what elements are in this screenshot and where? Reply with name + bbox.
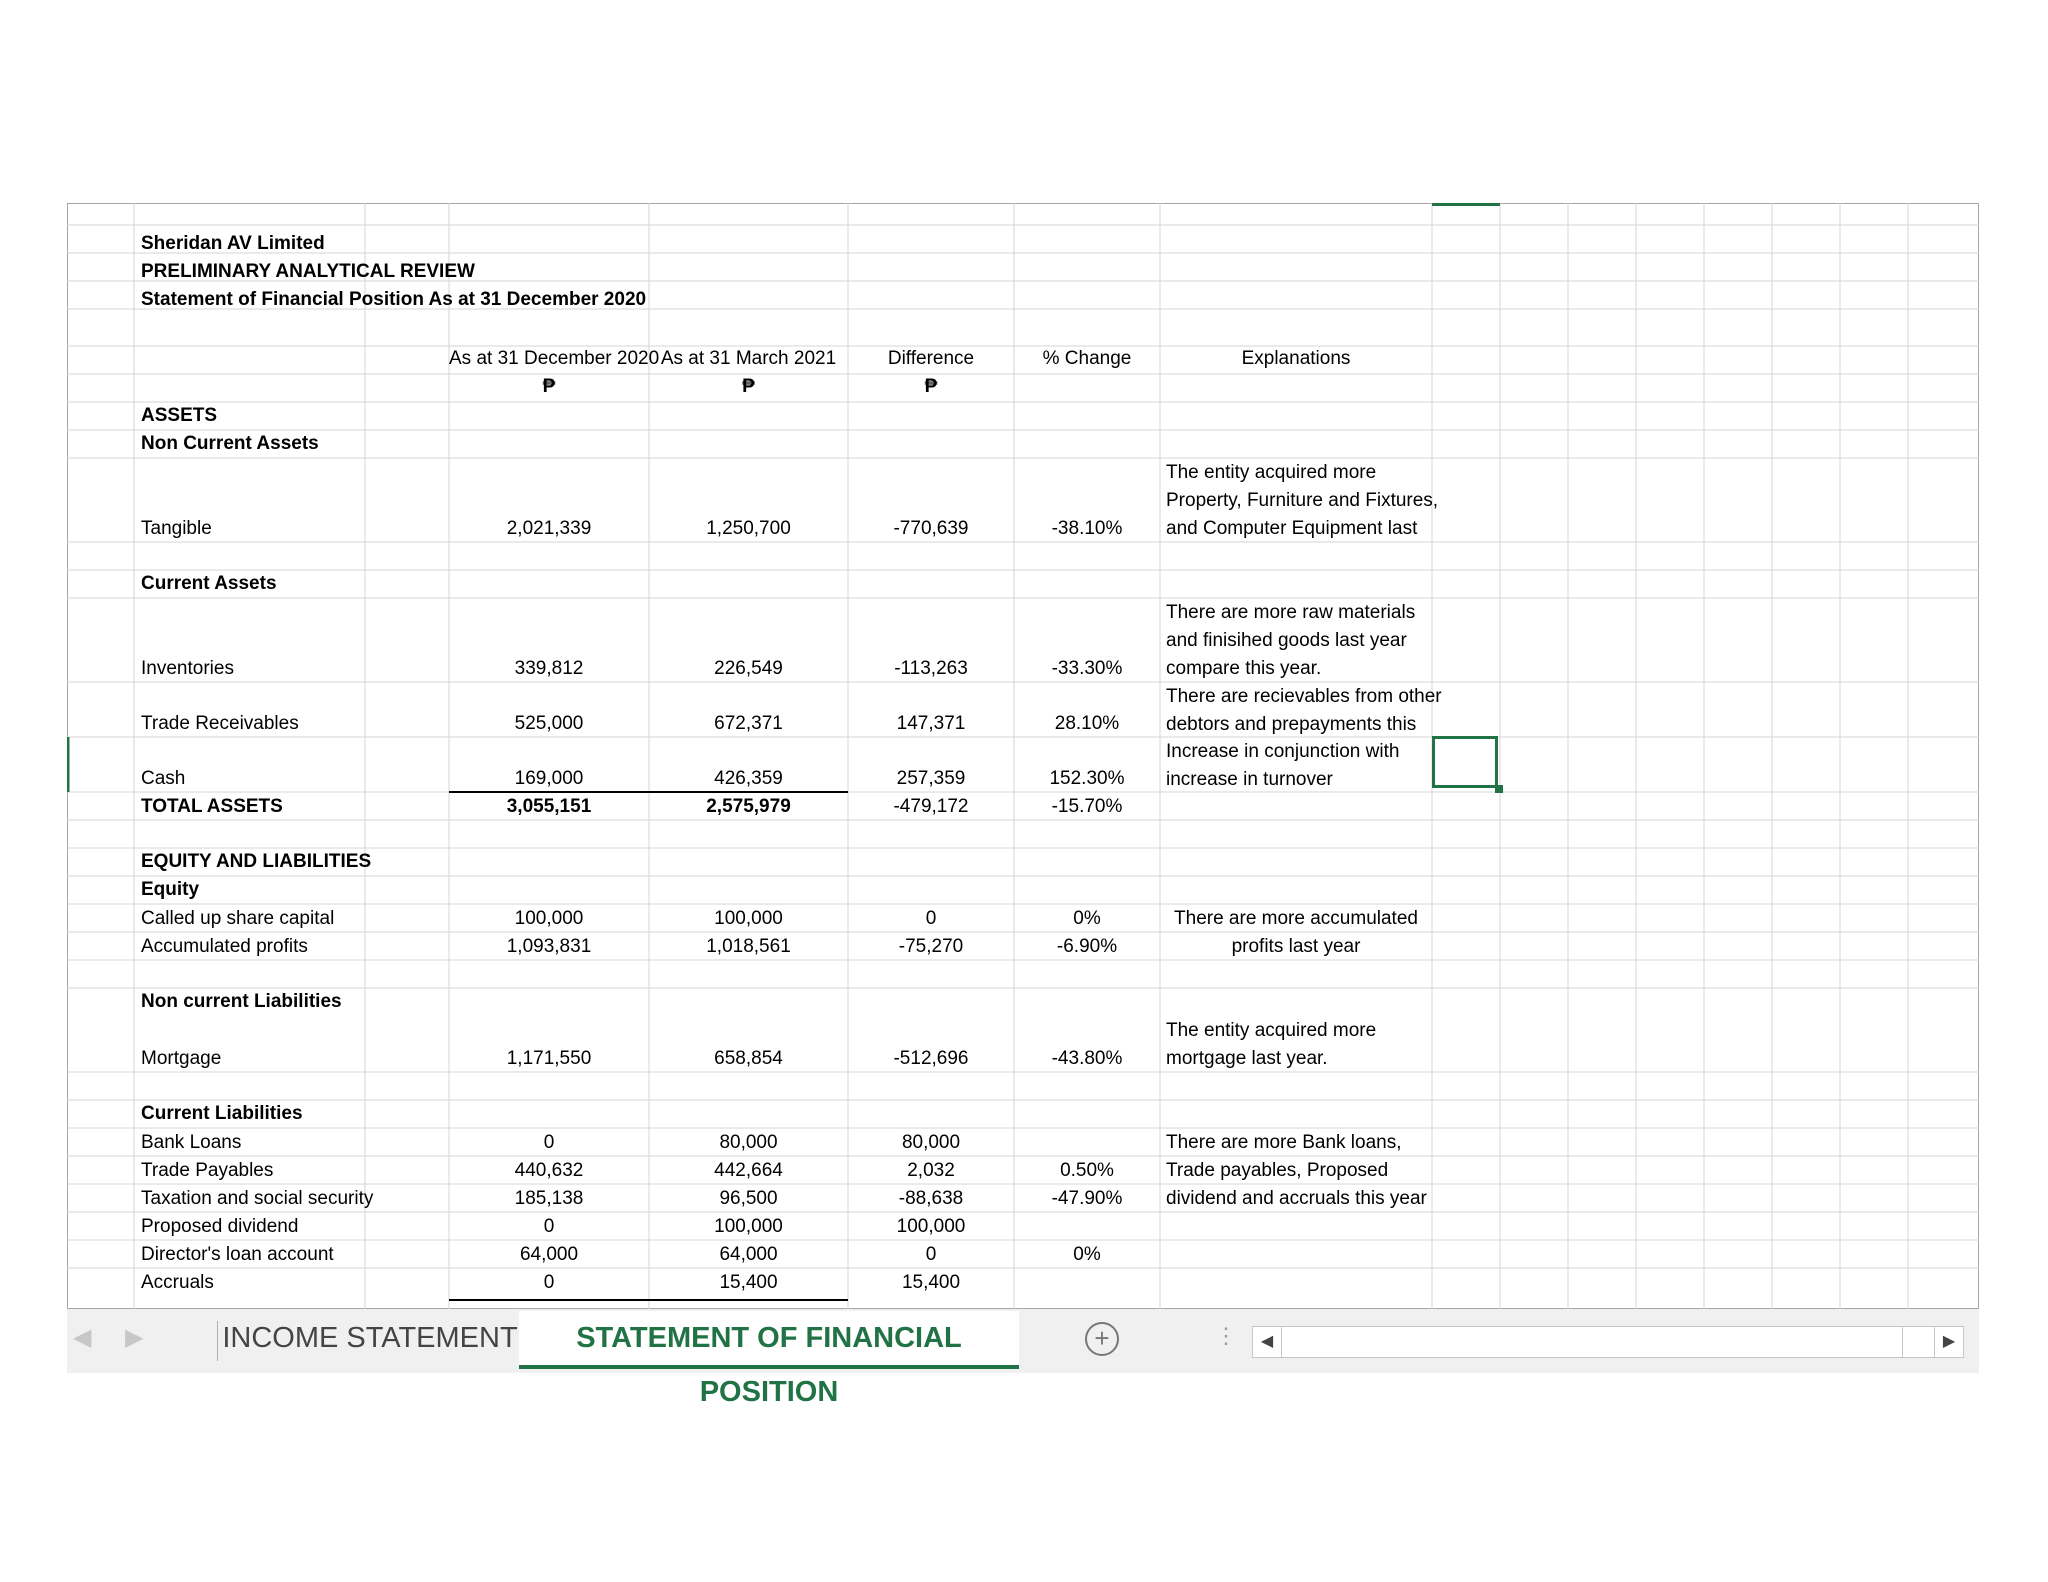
- row-label[interactable]: Trade Receivables: [141, 713, 299, 734]
- explanation-cash[interactable]: Increase in conjunction with increase in turnover: [1166, 741, 1400, 790]
- explanation-mortgage[interactable]: The entity acquired more mortgage last year.: [1166, 1020, 1377, 1069]
- row-label[interactable]: Taxation and social security: [141, 1188, 374, 1209]
- spreadsheet-grid[interactable]: [67, 203, 1979, 1309]
- cell-dec2020[interactable]: 1,171,550: [506, 1048, 592, 1069]
- cell-difference[interactable]: -512,696: [893, 1048, 969, 1069]
- col-header-dec2020[interactable]: As at 31 December 2020: [449, 348, 660, 369]
- cell-pct-change[interactable]: 0.50%: [1060, 1160, 1114, 1181]
- cell-mar2021[interactable]: 80,000: [719, 1132, 778, 1153]
- row-label[interactable]: Accumulated profits: [141, 936, 308, 957]
- currency-symbol-dec2020: ₱: [542, 376, 556, 397]
- prev-sheet-icon[interactable]: ◀: [73, 1324, 92, 1351]
- cell-pct-change[interactable]: -15.70%: [1051, 796, 1123, 817]
- cell-difference[interactable]: -75,270: [898, 936, 964, 957]
- cell-difference[interactable]: 100,000: [896, 1216, 966, 1237]
- row-label[interactable]: Bank Loans: [141, 1132, 242, 1153]
- cell-difference[interactable]: 15,400: [901, 1272, 961, 1293]
- explanation-current-liabilities[interactable]: There are more Bank loans, Trade payables, Proposed dividend and accruals this year: [1166, 1132, 1427, 1209]
- cell-pct-change[interactable]: 0%: [1073, 908, 1101, 929]
- cell-pct-change[interactable]: -43.80%: [1051, 1048, 1123, 1069]
- explanation-receivables[interactable]: There are recievables from other debtors and prepayments this: [1166, 686, 1442, 735]
- active-cell-selection[interactable]: [1432, 736, 1498, 788]
- section-equity[interactable]: Equity: [141, 879, 200, 900]
- cell-mar2021-total[interactable]: 2,575,979: [706, 796, 791, 817]
- tab-statement-of-financial-position[interactable]: STATEMENT OF FINANCIAL POSITION: [519, 1311, 1019, 1369]
- section-current-liabilities[interactable]: Current Liabilities: [141, 1103, 303, 1124]
- cell-mar2021[interactable]: 442,664: [714, 1160, 783, 1181]
- explanation-inventories[interactable]: There are more raw materials and finisihed goods last year compare this year.: [1166, 602, 1416, 679]
- explanation-tangible[interactable]: The entity acquired more Property, Furniture and Fixtures, and Computer Equipment last: [1166, 462, 1439, 539]
- col-header-explanations[interactable]: Explanations: [1241, 348, 1351, 369]
- company-name[interactable]: Sheridan AV Limited: [141, 233, 325, 254]
- cell-mar2021[interactable]: 64,000: [719, 1244, 778, 1265]
- section-current-assets[interactable]: Current Assets: [141, 573, 277, 594]
- cell-mar2021[interactable]: 15,400: [719, 1272, 778, 1293]
- row-label[interactable]: Cash: [141, 768, 186, 789]
- row-label[interactable]: Inventories: [141, 658, 234, 679]
- next-sheet-icon[interactable]: ▶: [125, 1324, 144, 1351]
- cell-difference[interactable]: 257,359: [896, 768, 966, 789]
- cell-pct-change[interactable]: -38.10%: [1051, 518, 1123, 539]
- cell-dec2020[interactable]: 525,000: [514, 713, 584, 734]
- scroll-left-icon[interactable]: ◀: [1253, 1327, 1282, 1357]
- row-label[interactable]: Accruals: [141, 1272, 214, 1293]
- row-label[interactable]: Called up share capital: [141, 908, 335, 929]
- scroll-right-icon[interactable]: ▶: [1934, 1327, 1963, 1357]
- cell-pct-change[interactable]: 152.30%: [1049, 768, 1125, 789]
- horizontal-scrollbar[interactable]: [1252, 1326, 1964, 1358]
- scrollbar-thumb[interactable]: [1282, 1327, 1903, 1357]
- more-options-icon[interactable]: ⋮: [1215, 1323, 1237, 1348]
- cell-mar2021[interactable]: 100,000: [714, 908, 783, 929]
- fill-handle[interactable]: [1495, 785, 1503, 793]
- cell-pct-change[interactable]: -47.90%: [1051, 1188, 1123, 1209]
- cell-difference[interactable]: 147,371: [896, 713, 966, 734]
- cell-difference[interactable]: -113,263: [894, 658, 968, 679]
- cell-difference[interactable]: -770,639: [893, 518, 969, 539]
- tab-income-statement[interactable]: INCOME STATEMENT: [222, 1322, 518, 1354]
- section-assets[interactable]: ASSETS: [141, 405, 218, 426]
- cell-pct-change[interactable]: 28.10%: [1054, 713, 1120, 734]
- col-header-pct-change[interactable]: % Change: [1042, 348, 1132, 369]
- cell-pct-change[interactable]: -6.90%: [1056, 936, 1118, 957]
- cell-dec2020-total[interactable]: 3,055,151: [506, 796, 592, 817]
- row-label[interactable]: Tangible: [141, 518, 212, 539]
- cell-dec2020[interactable]: 185,138: [514, 1188, 584, 1209]
- cell-mar2021[interactable]: 658,854: [714, 1048, 783, 1069]
- cell-dec2020[interactable]: 440,632: [514, 1160, 584, 1181]
- cell-difference[interactable]: 2,032: [907, 1160, 955, 1181]
- col-header-difference[interactable]: Difference: [887, 348, 975, 369]
- explanation-equity[interactable]: There are more accumulated profits last year: [1174, 908, 1418, 957]
- section-non-current-assets[interactable]: Non Current Assets: [141, 433, 319, 454]
- cell-mar2021[interactable]: 1,250,700: [706, 518, 791, 539]
- row-label[interactable]: Proposed dividend: [141, 1216, 299, 1237]
- review-title[interactable]: PRELIMINARY ANALYTICAL REVIEW: [141, 261, 475, 282]
- cell-dec2020[interactable]: 2,021,339: [506, 518, 592, 539]
- cell-dec2020[interactable]: 0: [543, 1272, 555, 1293]
- cell-mar2021[interactable]: 96,500: [719, 1188, 778, 1209]
- cell-dec2020[interactable]: 0: [543, 1216, 555, 1237]
- cell-mar2021[interactable]: 426,359: [714, 768, 783, 789]
- row-label[interactable]: Director's loan account: [141, 1244, 334, 1265]
- cell-mar2021[interactable]: 100,000: [714, 1216, 783, 1237]
- cell-mar2021[interactable]: 1,018,561: [706, 936, 791, 957]
- cell-difference[interactable]: 0: [925, 1244, 937, 1265]
- row-label-total[interactable]: TOTAL ASSETS: [141, 796, 283, 817]
- cell-dec2020[interactable]: 1,093,831: [506, 936, 592, 957]
- cell-mar2021[interactable]: 226,549: [714, 658, 783, 679]
- cell-dec2020[interactable]: 64,000: [519, 1244, 579, 1265]
- grid-lines: [67, 203, 1979, 1309]
- cell-dec2020[interactable]: 169,000: [514, 768, 584, 789]
- cell-difference[interactable]: 80,000: [901, 1132, 961, 1153]
- cell-pct-change[interactable]: -33.30%: [1051, 658, 1123, 679]
- cell-mar2021[interactable]: 672,371: [714, 713, 783, 734]
- row-label[interactable]: Trade Payables: [141, 1160, 274, 1181]
- cell-difference[interactable]: -88,638: [898, 1188, 964, 1209]
- cell-pct-change[interactable]: 0%: [1073, 1244, 1101, 1265]
- col-header-mar2021[interactable]: As at 31 March 2021: [660, 348, 837, 369]
- tab-separator: [217, 1321, 218, 1361]
- sheet-tab-bar: [67, 1309, 1979, 1408]
- currency-symbol-mar2021: ₱: [742, 376, 755, 397]
- row-label[interactable]: Mortgage: [141, 1048, 222, 1069]
- currency-symbol-difference: ₱: [924, 376, 938, 397]
- statement-title[interactable]: Statement of Financial Position As at 31 December 2020: [141, 289, 647, 310]
- add-sheet-icon[interactable]: +: [1085, 1322, 1119, 1356]
- cell-dec2020[interactable]: 0: [543, 1132, 555, 1153]
- cell-difference[interactable]: 0: [925, 908, 937, 929]
- section-equity-liabilities[interactable]: EQUITY AND LIABILITIES: [141, 851, 372, 872]
- cell-dec2020[interactable]: 100,000: [514, 908, 584, 929]
- section-non-current-liabilities[interactable]: Non current Liabilities: [141, 991, 342, 1012]
- cell-dec2020[interactable]: 339,812: [514, 658, 584, 679]
- cell-difference[interactable]: -479,172: [893, 796, 969, 817]
